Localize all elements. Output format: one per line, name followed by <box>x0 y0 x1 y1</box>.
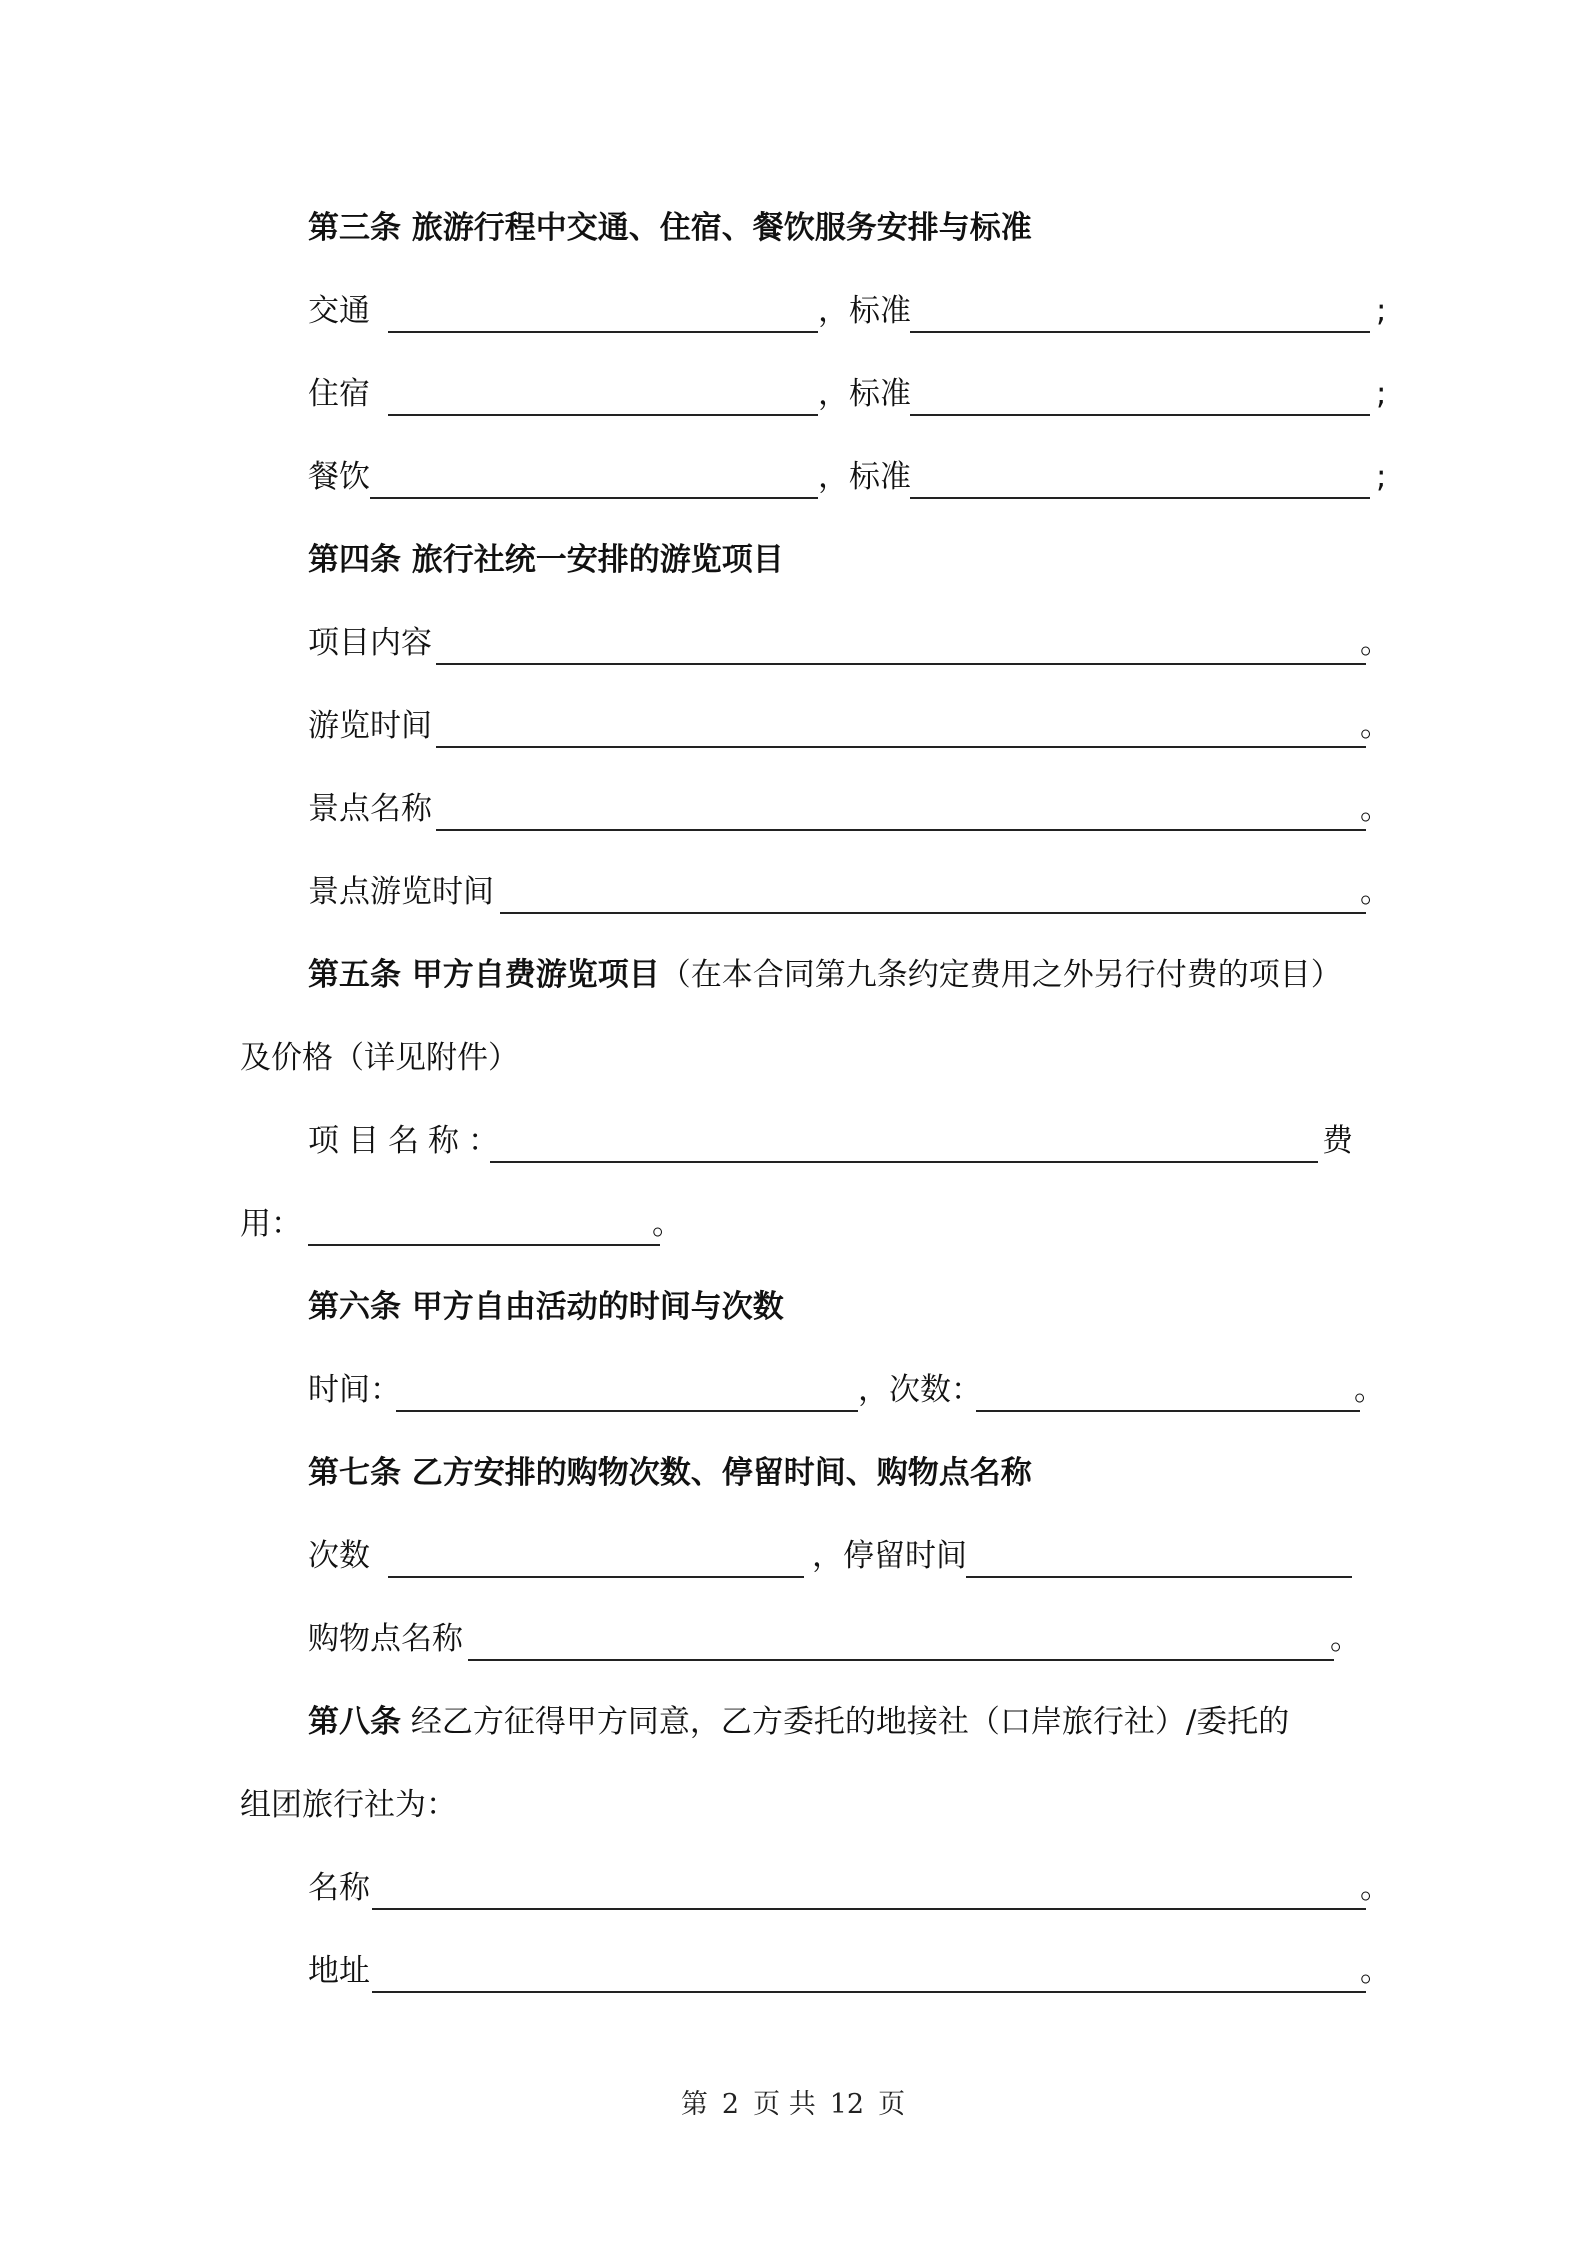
semicolon: ; <box>1376 376 1387 412</box>
free-count-blank[interactable] <box>976 1410 1360 1412</box>
period: 。 <box>652 1206 683 1242</box>
period: 。 <box>1360 874 1391 910</box>
project-name-blank[interactable] <box>490 1161 1318 1163</box>
free-time-blank[interactable] <box>396 1410 858 1412</box>
current-page-number: 2 <box>721 2089 740 2120</box>
shopping-count-blank[interactable] <box>388 1576 804 1578</box>
transport-row <box>0 283 1586 343</box>
article-8-title: 第八条 <box>308 1704 401 1740</box>
article-5-heading <box>308 955 1342 995</box>
shopping-count-label: 次数 <box>308 1538 370 1574</box>
article-4-title-line <box>0 532 1586 592</box>
period: 。 <box>1360 791 1391 827</box>
stay-time-label: ，停留时间 <box>812 1538 967 1574</box>
period: 。 <box>1360 708 1391 744</box>
shop-name-row <box>0 1611 1586 1671</box>
site-time-blank[interactable] <box>500 912 1366 914</box>
footer-suffix: 页 <box>878 2089 906 2120</box>
transport-standard-blank[interactable] <box>910 331 1370 333</box>
site-name-blank[interactable] <box>436 829 1366 831</box>
page-footer <box>0 2082 1586 2121</box>
article-5-title-line <box>0 947 1586 1007</box>
period: 。 <box>1330 1621 1361 1657</box>
transport-label: 交通 <box>308 293 370 329</box>
article-6-title: 第六条 甲方自由活动的时间与次数 <box>308 1289 784 1325</box>
lodging-blank[interactable] <box>388 414 818 416</box>
agency-name-label: 名称 <box>308 1870 370 1906</box>
article-5-note: （在本合同第九条约定费用之外另行付费的项目） <box>659 957 1342 993</box>
count-label: ，次数： <box>858 1372 982 1408</box>
article-5-price-text: 及价格（详见附件） <box>240 1040 519 1076</box>
agency-name-row <box>0 1860 1586 1920</box>
project-content-label: 项目内容 <box>308 625 432 661</box>
article-4-title: 第四条 旅行社统一安排的游览项目 <box>308 542 784 578</box>
site-name-label: 景点名称 <box>308 791 432 827</box>
footer-middle: 页 共 <box>753 2089 816 2120</box>
project-content-row <box>0 615 1586 675</box>
dining-blank[interactable] <box>370 497 818 499</box>
tour-time-row <box>0 698 1586 758</box>
lodging-standard-blank[interactable] <box>910 414 1370 416</box>
site-time-row <box>0 864 1586 924</box>
total-page-number: 12 <box>829 2089 865 2120</box>
project-name-label: 项目名称： <box>308 1123 508 1159</box>
lodging-label: 住宿 <box>308 376 370 412</box>
article-6-title-line <box>0 1279 1586 1339</box>
footer-prefix: 第 <box>680 2089 708 2120</box>
article-3-title-line <box>0 200 1586 260</box>
site-time-label: 景点游览时间 <box>308 874 494 910</box>
article-8-heading <box>308 1702 1289 1742</box>
article-8-text: 经乙方征得甲方同意，乙方委托的地接社（口岸旅行社）/委托的 <box>401 1704 1290 1740</box>
tour-time-label: 游览时间 <box>308 708 432 744</box>
period: 。 <box>1354 1372 1385 1408</box>
shopping-count-row <box>0 1528 1586 1588</box>
site-name-row <box>0 781 1586 841</box>
free-activity-row <box>0 1362 1586 1422</box>
agency-name-blank[interactable] <box>372 1908 1366 1910</box>
article-5-title: 第五条 甲方自费游览项目 <box>308 957 660 993</box>
standard-label: ，标准 <box>818 459 911 495</box>
fee-label-part1: 费 <box>1322 1123 1353 1159</box>
standard-label: ，标准 <box>818 376 911 412</box>
period: 。 <box>1360 1953 1391 1989</box>
dining-standard-blank[interactable] <box>910 497 1370 499</box>
shop-name-blank[interactable] <box>468 1659 1334 1661</box>
time-label: 时间： <box>308 1372 401 1408</box>
tour-time-blank[interactable] <box>436 746 1366 748</box>
article-5-line2 <box>0 1030 1586 1090</box>
agency-address-row <box>0 1943 1586 2003</box>
shop-name-label: 购物点名称 <box>308 1621 463 1657</box>
agency-address-blank[interactable] <box>372 1991 1366 1993</box>
stay-time-blank[interactable] <box>966 1576 1352 1578</box>
transport-blank[interactable] <box>388 331 818 333</box>
article-8-agency-text: 组团旅行社为： <box>240 1787 457 1823</box>
period: 。 <box>1360 1870 1391 1906</box>
fee-label-part2: 用： <box>240 1206 302 1242</box>
article-8-title-line <box>0 1694 1586 1754</box>
semicolon: ; <box>1376 459 1387 495</box>
article-3-title: 第三条 旅游行程中交通、住宿、餐饮服务安排与标准 <box>308 210 1032 246</box>
article-7-title: 第七条 乙方安排的购物次数、停留时间、购物点名称 <box>308 1455 1032 1491</box>
lodging-row <box>0 366 1586 426</box>
fee-row <box>0 1196 1586 1256</box>
article-7-title-line <box>0 1445 1586 1505</box>
dining-label: 餐饮 <box>308 459 370 495</box>
period: 。 <box>1360 625 1391 661</box>
standard-label: ，标准 <box>818 293 911 329</box>
article-8-line2 <box>0 1777 1586 1837</box>
dining-row <box>0 449 1586 509</box>
agency-address-label: 地址 <box>308 1953 370 1989</box>
semicolon: ; <box>1376 293 1387 329</box>
project-content-blank[interactable] <box>436 663 1366 665</box>
project-name-row <box>0 1113 1586 1173</box>
fee-blank[interactable] <box>308 1244 660 1246</box>
